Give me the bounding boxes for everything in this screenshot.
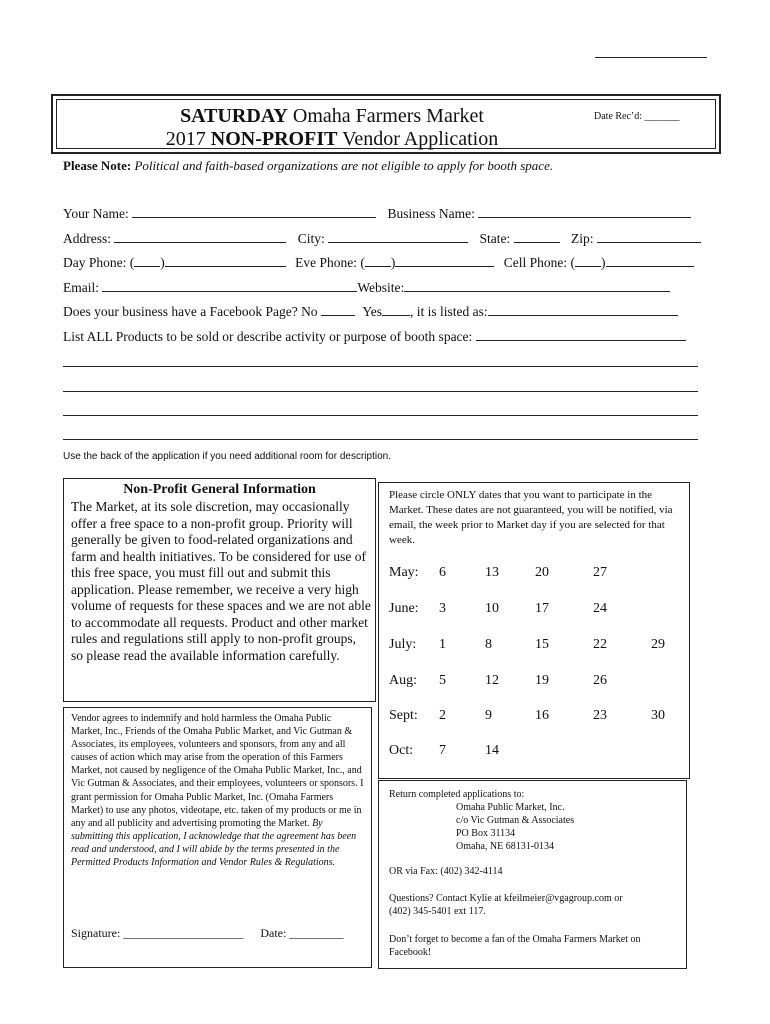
day-phone-area-code[interactable] bbox=[134, 254, 160, 267]
zip-field[interactable] bbox=[597, 230, 701, 243]
contact-line-1: Questions? Contact Kylie at kfeilmeier@vgagroup.com or bbox=[389, 893, 623, 904]
products-blank-line[interactable] bbox=[63, 439, 698, 440]
eve-phone-paren: ) bbox=[390, 255, 396, 270]
date-option[interactable]: 23 bbox=[593, 708, 607, 723]
date-option[interactable]: 27 bbox=[593, 565, 607, 580]
state-field[interactable] bbox=[514, 230, 560, 243]
dates-instructions: Please circle ONLY dates that you want to participate in the Market. These dates are not guaranteed, you will be notified, via email, the week prior to Market day if you are selected for that week. bbox=[389, 489, 673, 546]
your-name-label: Your Name: bbox=[63, 206, 129, 221]
address-field[interactable] bbox=[114, 230, 286, 243]
date-option[interactable]: 15 bbox=[535, 637, 549, 652]
row-facebook bbox=[63, 303, 678, 320]
note-text: Political and faith-based organizations are not eligible to apply for booth space. bbox=[131, 158, 554, 173]
date-option[interactable]: 9 bbox=[485, 708, 492, 723]
title-line-1 bbox=[57, 104, 607, 128]
title-year: 2017 bbox=[165, 128, 211, 150]
email-label: Email: bbox=[63, 280, 99, 295]
date-received-field[interactable]: Date Rec’d: _______ bbox=[594, 111, 680, 122]
date-option[interactable]: 5 bbox=[439, 673, 446, 688]
website-field[interactable] bbox=[404, 279, 670, 292]
date-option[interactable]: 13 bbox=[485, 565, 499, 580]
signature-row bbox=[71, 926, 343, 941]
return-address-line: Omaha, NE 68131-0134 bbox=[456, 841, 555, 852]
products-blank-line[interactable] bbox=[63, 391, 698, 392]
city-field[interactable] bbox=[328, 230, 468, 243]
indemnity-agreement-box bbox=[63, 707, 372, 968]
title-line-2 bbox=[57, 127, 607, 151]
month-label: May: bbox=[389, 565, 419, 580]
date-option[interactable]: 26 bbox=[593, 673, 607, 688]
title-market: Omaha Farmers Market bbox=[287, 105, 484, 127]
header-box bbox=[51, 94, 721, 154]
return-heading: Return completed applications to: bbox=[389, 789, 525, 800]
business-name-label: Business Name: bbox=[387, 206, 475, 221]
date-option[interactable]: 17 bbox=[535, 601, 549, 616]
facebook-listed-label: , it is listed as: bbox=[409, 304, 488, 319]
signature-date-field[interactable]: Date: _________ bbox=[260, 926, 344, 940]
return-info-box bbox=[378, 780, 687, 969]
products-blank-line[interactable] bbox=[63, 366, 698, 367]
city-label: City: bbox=[297, 231, 325, 246]
facebook-no-field[interactable] bbox=[321, 303, 355, 316]
title-non-profit: NON-PROFIT bbox=[210, 128, 338, 150]
agreement-plain: Vendor agrees to indemnify and hold harmless the Omaha Public Market, Inc., Friends of the Omaha Public Market, and Vic Gutman & Associates, its employees, volunteers and sponsors, from any and all causes of action which may arise from the operation of this Farmers Market, not caused by negligence of the Omaha Public Market, Inc., and Vic Gutman & Associates, and their employees, volunteers or sponsors. I grant permission for Omaha Public Market, Inc. (Omaha Farmers Market) to use any photos, videotape, etc. taken of my products or me in any and all publicity and advertising promoting the Market. bbox=[71, 713, 364, 829]
note-label: Please Note: bbox=[63, 158, 132, 173]
agreement-italic: By submitting this application, I acknowledge that the agreement has been read and understood, and I will abide by the terms presented in the Permitted Products Information and Vendor Rules & Regulations. bbox=[71, 817, 357, 869]
date-option[interactable]: 2 bbox=[439, 708, 446, 723]
info-title: Non-Profit General Information bbox=[123, 482, 316, 497]
return-address-line: c/o Vic Gutman & Associates bbox=[456, 815, 575, 826]
products-blank-line[interactable] bbox=[63, 415, 698, 416]
date-option[interactable]: 16 bbox=[535, 708, 549, 723]
products-label: List ALL Products to be sold or describe activity or purpose of booth space: bbox=[63, 329, 473, 344]
month-label: Oct: bbox=[389, 743, 414, 758]
agreement-text bbox=[71, 712, 365, 869]
contact-line-2: (402) 345-5401 ext 117. bbox=[389, 906, 486, 917]
row-phones bbox=[63, 254, 694, 271]
top-right-blank-line bbox=[595, 57, 707, 58]
products-field[interactable] bbox=[476, 328, 686, 341]
row-email bbox=[63, 279, 670, 296]
state-label: State: bbox=[479, 231, 511, 246]
back-of-application-note: Use the back of the application if you need additional room for description. bbox=[63, 451, 391, 462]
non-profit-info-box bbox=[63, 478, 376, 702]
title-saturday: SATURDAY bbox=[180, 105, 288, 127]
date-option[interactable]: 8 bbox=[485, 637, 492, 652]
month-label: July: bbox=[389, 637, 417, 652]
date-option[interactable]: 19 bbox=[535, 673, 549, 688]
header-inner-border bbox=[56, 99, 716, 149]
date-option[interactable]: 24 bbox=[593, 601, 607, 616]
date-option[interactable]: 29 bbox=[651, 637, 665, 652]
date-option[interactable]: 6 bbox=[439, 565, 446, 580]
eve-phone-field[interactable] bbox=[395, 254, 494, 267]
cell-phone-label: Cell Phone: ( bbox=[503, 255, 575, 270]
day-phone-field[interactable] bbox=[165, 254, 286, 267]
email-field[interactable] bbox=[102, 279, 357, 292]
row-products bbox=[63, 328, 686, 345]
address-label: Address: bbox=[63, 231, 111, 246]
cell-phone-area-code[interactable] bbox=[575, 254, 601, 267]
business-name-field[interactable] bbox=[478, 205, 691, 218]
please-note bbox=[63, 158, 553, 174]
zip-label: Zip: bbox=[571, 231, 594, 246]
day-phone-label: Day Phone: ( bbox=[63, 255, 135, 270]
date-option[interactable]: 30 bbox=[651, 708, 665, 723]
facebook-page-field[interactable] bbox=[488, 303, 678, 316]
date-option[interactable]: 12 bbox=[485, 673, 499, 688]
facebook-question: Does your business have a Facebook Page? No bbox=[63, 304, 318, 319]
cell-phone-paren: ) bbox=[601, 255, 606, 270]
row-address bbox=[63, 230, 701, 247]
eve-phone-label: Eve Phone: ( bbox=[295, 255, 365, 270]
title-vendor-application: Vendor Application bbox=[337, 128, 499, 150]
facebook-line-1: Don’t forget to become a fan of the Omaha Farmers Market on bbox=[389, 934, 641, 945]
cell-phone-field[interactable] bbox=[606, 254, 694, 267]
facebook-line-2: Facebook! bbox=[389, 947, 432, 958]
date-option[interactable]: 1 bbox=[439, 637, 446, 652]
return-address-line: Omaha Public Market, Inc. bbox=[456, 802, 565, 813]
your-name-field[interactable] bbox=[132, 205, 376, 218]
date-option[interactable]: 14 bbox=[485, 743, 499, 758]
month-label: Aug: bbox=[389, 673, 417, 688]
date-option[interactable]: 3 bbox=[439, 601, 446, 616]
facebook-yes-label: Yes bbox=[362, 304, 382, 319]
signature-field[interactable]: Signature: ____________________ bbox=[71, 926, 244, 940]
fax-number: OR via Fax: (402) 342-4114 bbox=[389, 866, 503, 877]
facebook-yes-field[interactable] bbox=[382, 303, 410, 316]
return-address-line: PO Box 31134 bbox=[456, 828, 516, 839]
info-body: The Market, at its sole discretion, may occasionally offer a free space to a non-profit group. Priority will generally be given to food-related organizations and farm and health initiatives. To be considered for use of this free space, you must fill out and submit this application. Please remember, we receive a very high volume of requests for these spaces and we are not able to accommodate all requests. Product and other market rules and regulations still apply to non-profit groups, so please read the available information carefully. bbox=[71, 499, 371, 663]
month-label: Sept: bbox=[389, 708, 418, 723]
date-option[interactable]: 20 bbox=[535, 565, 549, 580]
eve-phone-area-code[interactable] bbox=[365, 254, 391, 267]
date-option[interactable]: 22 bbox=[593, 637, 607, 652]
day-phone-paren: ) bbox=[160, 255, 165, 270]
website-label: Website: bbox=[357, 280, 405, 295]
row-name bbox=[63, 205, 691, 222]
date-option[interactable]: 7 bbox=[439, 743, 446, 758]
market-dates-box bbox=[378, 482, 690, 779]
date-option[interactable]: 10 bbox=[485, 601, 499, 616]
month-label: June: bbox=[389, 601, 419, 616]
